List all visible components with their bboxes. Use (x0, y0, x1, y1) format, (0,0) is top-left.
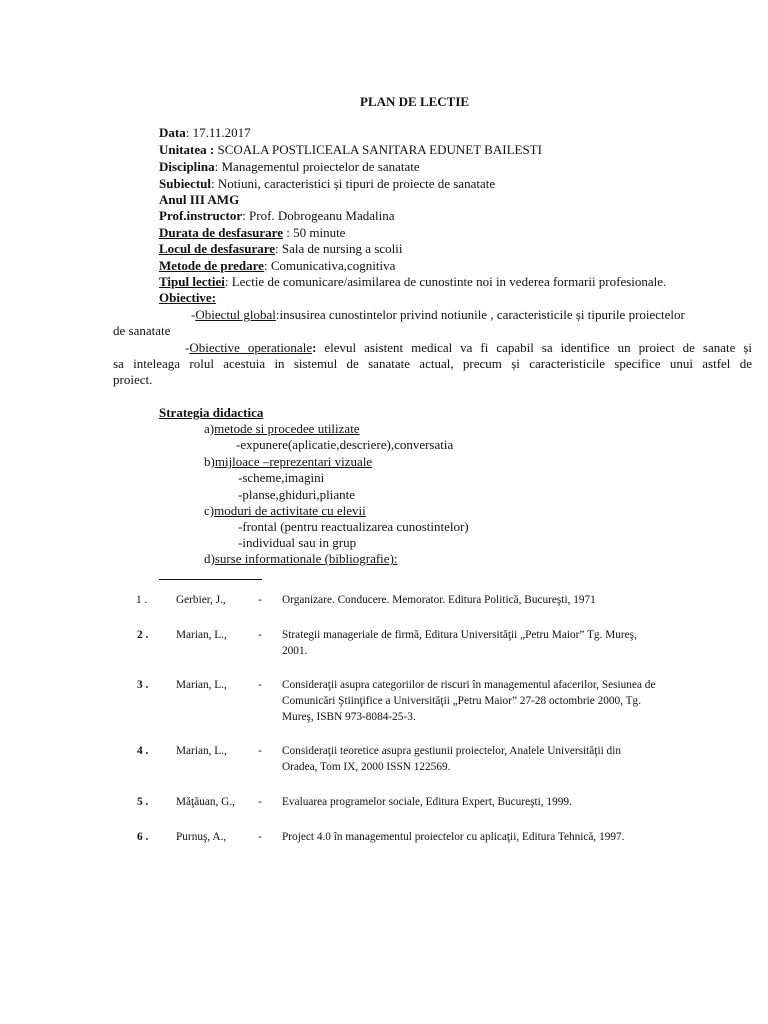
bib-dash: - (258, 745, 262, 757)
bib-number: 6 . (137, 831, 149, 843)
objective-operational-cont: proiect. (113, 372, 153, 387)
strategy-d (204, 551, 398, 567)
strategy-prefix: c) (204, 503, 215, 518)
field-label: Data (159, 125, 186, 140)
objective-text: :insusirea cunostintelor privind notiunile , caracteristicile și tipurile proiectelor (275, 307, 685, 322)
field-value: : 50 minute (282, 225, 346, 240)
field-tipul (159, 274, 666, 290)
bib-number: 3 . (137, 679, 149, 691)
strategy-prefix: b) (204, 454, 215, 469)
bib-number: 4 . (137, 745, 149, 757)
objective-global-cont: de sanatate (113, 323, 171, 338)
strategy-item: -scheme,imagini (238, 470, 325, 485)
field-value: : Lectie de comunicare/asimilarea de cunostinte noi in vederea formarii profesionale. (224, 274, 667, 289)
strategy-item: -frontal (pentru reactualizarea cunostintelor) (238, 519, 469, 534)
bib-author: Gerbier, J., (176, 594, 226, 606)
field-value: : Prof. Dobrogeanu Madalina (242, 208, 395, 223)
field-locul (159, 241, 403, 257)
bib-text: Oradea, Tom IX, 2000 ISSN 122569. (282, 761, 451, 773)
field-label: Disciplina (159, 159, 215, 174)
bib-text: 2001. (282, 645, 308, 657)
bib-author: Marian, L., (176, 629, 227, 641)
field-label: Durata de desfasurare (159, 225, 283, 240)
bib-author: Purnuş, A., (176, 831, 227, 843)
bib-author: Măţăuan, G., (176, 796, 235, 808)
strategy-heading: Strategia didactica (159, 405, 264, 420)
objective-prefix: - (185, 340, 190, 355)
strategy-item: -expunere(aplicatie,descriere),conversatia (236, 437, 454, 452)
field-data (159, 125, 251, 141)
field-anul: Anul III AMG (159, 192, 240, 207)
bib-number: 1 . (136, 594, 148, 606)
strategy-label: moduri de activitate cu elevii (214, 503, 366, 518)
objective-global (191, 307, 685, 323)
bib-dash: - (258, 629, 262, 641)
bib-number: 5 . (137, 796, 149, 808)
field-value: SCOALA POSTLICEALA SANITARA EDUNET BAILESTI (214, 142, 542, 157)
bib-text: Comunicări Ştiinţifice a Universităţii „Petru Maior” 27-28 octombrie 2000, Tg. (282, 695, 642, 707)
strategy-item: -individual sau in grup (238, 535, 357, 550)
field-value: : Comunicativa,cognitiva (263, 258, 396, 273)
bib-text: Project 4.0 în managementul proiectelor cu aplicaţii, Editura Tehnică, 1997. (282, 831, 625, 843)
bib-dash: - (258, 679, 262, 691)
strategy-c (204, 503, 366, 519)
objective-label: Obiectul global (195, 307, 276, 322)
field-label: Unitatea : (159, 142, 215, 157)
strategy-item: -planse,ghiduri,pliante (238, 487, 355, 502)
bib-number: 2 . (137, 629, 149, 641)
field-metode (159, 258, 395, 274)
strategy-prefix: d) (204, 551, 215, 566)
objective-colon: : (312, 340, 317, 355)
objective-label: Obiective operationale (189, 340, 313, 355)
field-value: : Sala de nursing a scolii (275, 241, 403, 256)
field-label: Metode de predare (159, 258, 264, 273)
bib-text: Consideraţii teoretice asupra gestiunii proiectelor, Analele Universităţii din (282, 745, 621, 757)
field-label: Tipul lectiei (159, 274, 225, 289)
field-value: : 17.11.2017 (185, 125, 251, 140)
field-value: : Managementul proiectelor de sanatate (214, 159, 420, 174)
objective-operational (185, 340, 752, 356)
bib-text: Evaluarea programelor sociale, Editura Expert, Bucureşti, 1999. (282, 796, 572, 808)
strategy-label: metode si procedee utilizate (214, 421, 360, 436)
strategy-label: mijloace –reprezentari vizuale (214, 454, 373, 469)
field-durata (159, 225, 345, 241)
bib-author: Marian, L., (176, 679, 227, 691)
strategy-a (204, 421, 360, 437)
bib-dash: - (258, 796, 262, 808)
objective-operational-cont: sa inteleaga rolul acestuia in sistemul de sanatate actual, precum și caracteristicile specifice unui astfel de (113, 356, 752, 371)
field-unitatea (159, 142, 542, 158)
page-title: PLAN DE LECTIE (360, 94, 470, 109)
field-obiective: Obiective: (159, 290, 217, 305)
field-prof (159, 208, 395, 224)
field-label: Locul de desfasurare (159, 241, 276, 256)
bib-text: Strategii manageriale de firmă, Editura Universităţii „Petru Maior” Tg. Mureş, (282, 629, 637, 641)
bib-dash: - (258, 831, 262, 843)
footnote-separator (159, 579, 262, 580)
bib-dash: - (258, 594, 262, 606)
strategy-b (204, 454, 372, 470)
objective-text: elevul asistent medical va fi capabil sa identifice un proiect de sanate și (316, 340, 753, 355)
field-label: Prof.instructor (159, 208, 243, 223)
bib-text: Mureş, ISBN 973-8084-25-3. (282, 711, 416, 723)
field-value: : Notiuni, caracteristici și tipuri de proiecte de sanatate (211, 176, 496, 191)
field-label: Subiectul (159, 176, 212, 191)
bib-text: Consideraţii asupra categoriilor de riscuri în managementul afacerilor, Sesiunea de (282, 679, 656, 691)
field-disciplina (159, 159, 420, 175)
field-subiectul (159, 176, 495, 192)
objective-prefix: - (191, 307, 196, 322)
bib-author: Marian, L., (176, 745, 227, 757)
strategy-label: surse informationale (bibliografie): (214, 551, 398, 566)
strategy-prefix: a) (204, 421, 215, 436)
bib-text: Organizare. Conducere. Memorator. Editura Politică, Bucureşti, 1971 (282, 594, 596, 606)
